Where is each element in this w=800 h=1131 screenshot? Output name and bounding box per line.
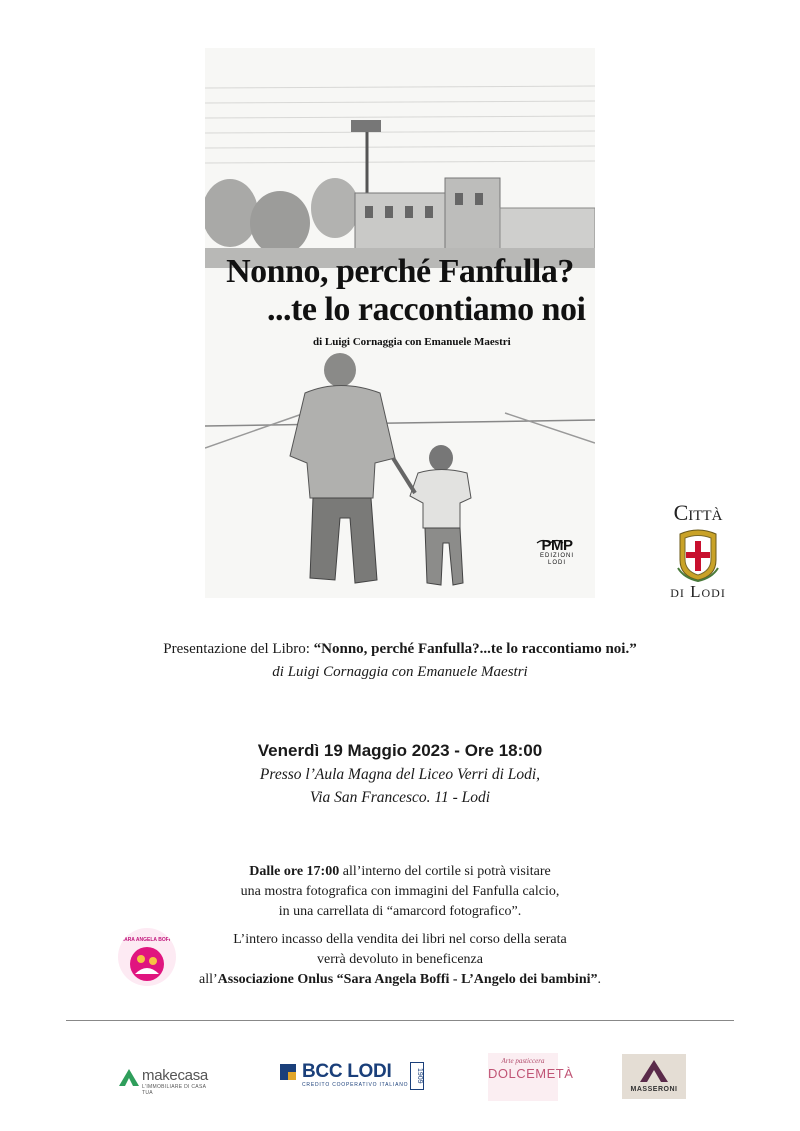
sponsor-masseroni-logo (622, 1054, 686, 1099)
sponsor-dolcemeta-name: DOLCEMETÀ (488, 1066, 574, 1081)
event-venue-line1: Presso l’Aula Magna del Liceo Verri di Lodi, (259, 766, 541, 783)
sponsor-bcc-tag: CREDITO COOPERATIVO ITALIANO (302, 1082, 409, 1088)
publisher-line2: LODI (547, 560, 566, 566)
info-line1-rest: all’interno del cortile si potrà visitare (339, 864, 551, 879)
association-logo-text: SARA ANGELA BOFFI (120, 937, 174, 943)
coat-of-arms-icon (676, 528, 720, 582)
info-line4: L’intero incasso della vendita dei libri nel corso della serata (233, 932, 567, 947)
event-venue-line2: Via San Francesco. 11 - Lodi (309, 789, 491, 806)
cover-title-line1: Nonno, perché Fanfulla? (226, 253, 574, 290)
publisher-line1: EDIZIONI (539, 553, 574, 559)
info-line6-suffix: . (597, 972, 601, 987)
sponsor-bcc-logo (280, 1062, 426, 1092)
sponsor-makecasa-tag: L'IMMOBILIARE DI CASA TUA (142, 1084, 206, 1096)
angel-icon (127, 944, 167, 982)
mountain-icon (638, 1058, 670, 1084)
cover-title-line2: ...te lo raccontiamo noi (267, 291, 586, 328)
book-cover-image (205, 48, 595, 598)
house-icon (118, 1067, 140, 1087)
info-line6 (0, 972, 800, 988)
city-crest (658, 500, 738, 605)
crest-bottom-text: di Lodi (670, 582, 726, 601)
book-authors: di Luigi Cornaggia con Emanuele Maestri (272, 664, 528, 680)
association-name: Associazione Onlus “Sara Angela Boffi - L’Angelo dei bambini” (217, 972, 598, 987)
info-line6-prefix: all’ (198, 972, 218, 987)
sponsor-makecasa-logo (118, 1065, 218, 1096)
association-logo (118, 928, 176, 986)
publisher-logo-mark: PMP (541, 537, 573, 554)
sponsor-dolcemeta-top: Arte pasticcera (501, 1057, 545, 1065)
info-line3: in una carrellata di “amarcord fotografico”. (278, 904, 522, 919)
footer-divider (66, 1020, 734, 1021)
info-line5: verrà devoluto in beneficenza (317, 952, 483, 967)
info-line1-bold: Dalle ore 17:00 (249, 864, 340, 879)
crest-top-text: Città (673, 500, 723, 525)
book-title: “Nonno, perché Fanfulla?...te lo raccontiamo noi.” (313, 641, 637, 657)
cover-authors: di Luigi Cornaggia con Emanuele Maestri (313, 336, 511, 348)
presentation-line (0, 641, 800, 658)
sponsor-masseroni-name: MASSERONI (630, 1086, 678, 1093)
sponsor-makecasa-name: makecasa (142, 1067, 208, 1084)
event-date-time: Venerdì 19 Maggio 2023 - Ore 18:00 (257, 741, 543, 760)
sponsor-bcc-year: 1909 (410, 1062, 424, 1090)
info-line1 (0, 864, 800, 880)
presentation-prefix: Presentazione del Libro: (163, 641, 314, 657)
book-icon (535, 538, 565, 544)
info-line2: una mostra fotografica con immagini del Fanfulla calcio, (240, 884, 560, 899)
publisher-logo (535, 538, 579, 567)
sponsor-bcc-name: BCC LODI (302, 1061, 392, 1082)
sponsor-dolcemeta-logo (488, 1053, 574, 1101)
bcc-accent-square (288, 1072, 296, 1080)
